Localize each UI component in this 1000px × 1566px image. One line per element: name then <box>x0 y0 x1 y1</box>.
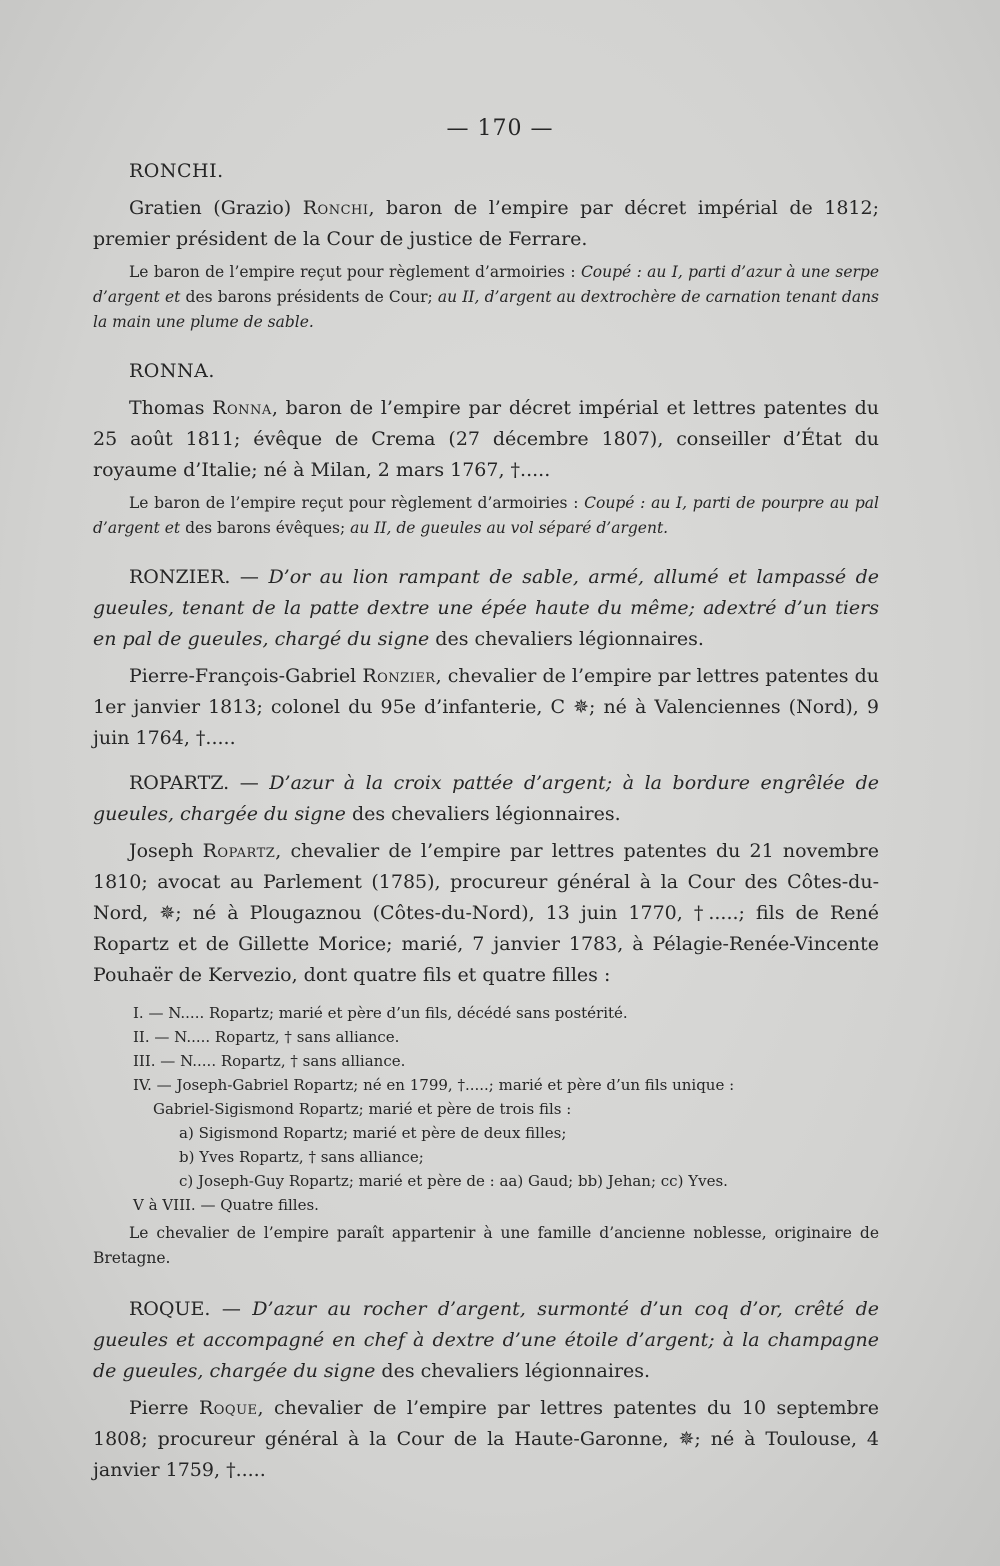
entry-heading: RONNA. <box>129 360 215 382</box>
entry-ronzier <box>93 562 879 754</box>
entry-ropartz <box>93 768 879 1271</box>
entry-heading: RONZIER. <box>129 566 231 588</box>
entry-biography: Pierre Roque, chevalier de l’empire par lettres patentes du 10 septembre 1808; procureur général à la Cour de la Haute-Garonne, ✵; né à Toulouse, 4 janvier 1759, †..... <box>93 1397 879 1481</box>
entry-arms: RONZIER. — D’or au lion rampant de sable, armé, allumé et lampassé de gueules, tenant de la patte dextre une épée haute du même; adextré d’un tiers en pal de gueules, chargé du signe des chevaliers légionnaires. <box>93 566 879 650</box>
list-item: I. — N..... Ropartz; marié et père d’un fils, décédé sans postérité. <box>133 1004 628 1022</box>
list-item: b) Yves Ropartz, † sans alliance; <box>179 1148 424 1166</box>
entry-heading: ROQUE. <box>129 1298 211 1320</box>
entry-biography: Thomas Ronna, baron de l’empire par décret impérial et lettres patentes du 25 août 1811; évêque de Crema (27 décembre 1807), conseiller d’État du royaume d’Italie; né à Milan, 2 mars 1767, †..... <box>93 397 879 481</box>
list-item: IV. — Joseph-Gabriel Ropartz; né en 1799, †.....; marié et père d’un fils unique : <box>133 1076 735 1094</box>
entry-heading: RONCHI. <box>129 160 224 182</box>
entry-arms: Le baron de l’empire reçut pour règlement d’armoiries : Coupé : au I, parti d’azur à une serpe d’argent et des barons présidents de Cour; au II, d’argent au dextrochère de carnation tenant dans la main une plume de sable. <box>93 263 880 331</box>
list-item: a) Sigismond Ropartz; marié et père de deux filles; <box>179 1124 567 1142</box>
page-number: — 170 — <box>446 116 554 141</box>
entry-ronna <box>93 356 879 541</box>
entry-arms: ROPARTZ. — D’azur à la croix pattée d’argent; à la bordure engrêlée de gueules, chargée du signe des chevaliers légionnaires. <box>93 772 879 825</box>
entry-ronchi <box>93 156 879 335</box>
entry-roque <box>93 1294 879 1486</box>
list-item: V à VIII. — Quatre filles. <box>133 1196 319 1214</box>
entry-note: Le chevalier de l’empire paraît appartenir à une famille d’ancienne noblesse, originaire de Bretagne. <box>93 1224 879 1267</box>
entry-biography: Joseph Ropartz, chevalier de l’empire par lettres patentes du 21 novembre 1810; avocat au Parlement (1785), procureur général à la Cour des Côtes-du-Nord, ✵; né à Plougaznou (Côtes-du-Nord), 13 juin 1770, †.....; fils de René Ropartz et de Gillette Morice; marié, 7 janvier 1783, à Pélagie-Renée-Vincente Pouhaër de Kervezio, dont quatre fils et quatre filles : <box>93 840 880 986</box>
entry-heading: ROPARTZ. <box>129 772 230 794</box>
list-item: Gabriel-Sigismond Ropartz; marié et père de trois fils : <box>153 1100 572 1118</box>
entry-biography: Pierre-François-Gabriel Ronzier, chevalier de l’empire par lettres patentes du 1er janvier 1813; colonel du 95e d’infanterie, C ✵; né à Valenciennes (Nord), 9 juin 1764, †..... <box>93 665 879 749</box>
entry-arms: ROQUE. — D’azur au rocher d’argent, surmonté d’un coq d’or, crêté de gueules et accompagné en chef à dextre d’une étoile d’argent; à la champagne de gueules, chargée du signe des chevaliers légionnaires. <box>93 1298 879 1382</box>
children-list <box>93 1001 879 1217</box>
list-item: c) Joseph-Guy Ropartz; marié et père de : aa) Gaud; bb) Jehan; cc) Yves. <box>179 1172 728 1190</box>
list-item: III. — N..... Ropartz, † sans alliance. <box>133 1052 406 1070</box>
list-item: II. — N..... Ropartz, † sans alliance. <box>133 1028 400 1046</box>
entry-biography: Gratien (Grazio) Ronchi, baron de l’empire par décret impérial de 1812; premier président de la Cour de justice de Ferrare. <box>93 197 879 250</box>
entry-arms: Le baron de l’empire reçut pour règlement d’armoiries : Coupé : au I, parti de pourpre au pal d’argent et des barons évêques; au II, de gueules au vol séparé d’argent. <box>93 494 880 537</box>
